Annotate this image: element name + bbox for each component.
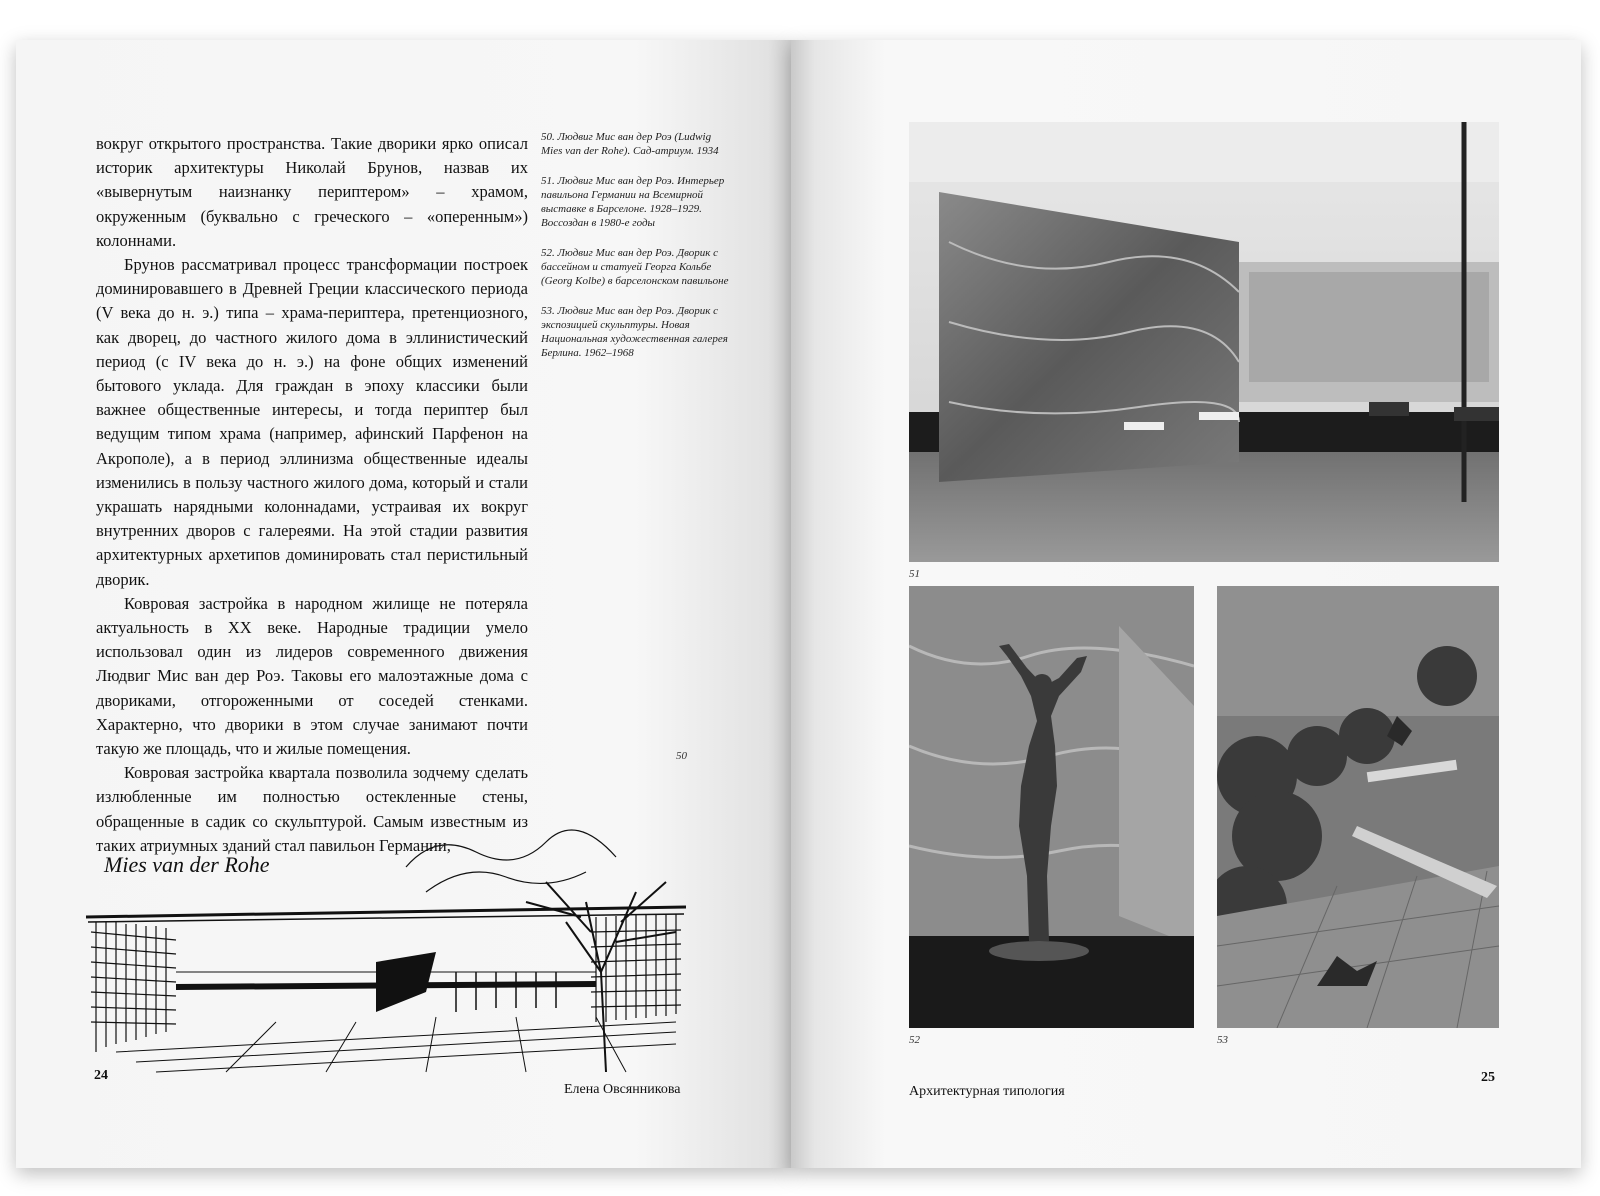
figure-50-sketch xyxy=(76,822,716,1082)
left-page xyxy=(16,40,791,1168)
caption-52: 52. Людвиг Мис ван дер Роэ. Дворик с бассейном и статуей Георга Кольбе (Georg Kolbe) в барселонском павильоне xyxy=(541,247,729,287)
right-page xyxy=(791,40,1581,1168)
paragraph: Ковровая застройка в народном жилище не потеряла актуальность в XX веке. Народные традиции умело использовал один из лидеров современного движения Людвиг Мис ван дер Роэ. Таковы его малоэтажные дома с двориками, отгороженными от соседей стенками. Характерно, что дворики в этом случае занимают почти такую же площадь, что и жилые помещения. xyxy=(96,593,528,759)
figure-51-photo xyxy=(909,122,1499,562)
captions-column xyxy=(541,130,731,376)
page-number: 25 xyxy=(1481,1070,1495,1085)
paragraph: Брунов рассматривал процесс трансформации построек доминировавшего в Древней Греции классического периода (V века до н. э.) типа – храма-периптера, претенциозного, как дворец, до частного жилого дома в эллинистический период (с IV века до н. э.) на фоне общих изменений бытового уклада. Для граждан в эпоху классики были важнее общественные интересы, и тогда периптер был ведущим типом храма (например, афинский Парфенон на Акрополе), а в период эллинизма общественные идеалы изменились в пользу частного жилого дома, который и стали украшать нарядными колоннадами, устраивая их вокруг внутренних дворов с галереями. На этой стадии развития архитектурных архетипов доминировать стал перистильный дворик. xyxy=(96,255,528,589)
caption-51: 51. Людвиг Мис ван дер Роэ. Интерьер павильона Германии на Всемирной выставке в Барселоне. 1928–1929. Воссоздан в 1980-е годы xyxy=(541,175,725,229)
paragraph: Ковровая застройка квартала позволила зодчему сделать излюбленные им полностью остекленные стены, обращенные в садик со скульптурой. Самым известным из таких атриумных зданий стал павильон Германии, xyxy=(96,763,528,855)
figure-52-photo xyxy=(909,586,1194,1028)
caption-53: 53. Людвиг Мис ван дер Роэ. Дворик с экспозицией скульптуры. Новая Национальная художественная галерея Берлина. 1962–1968 xyxy=(541,305,728,359)
figure-number-52: 52 xyxy=(909,1034,920,1046)
body-text xyxy=(96,132,528,858)
figure-number-50: 50 xyxy=(676,750,687,762)
figure-number-51: 51 xyxy=(909,568,920,580)
figure-number-53: 53 xyxy=(1217,1034,1228,1046)
sketch-signature: Mies van der Rohe xyxy=(104,852,270,877)
paragraph: вокруг открытого пространства. Такие дворики ярко описал историк архитектуры Николай Брунов, назвав их «вывернутым наизнанку периптером» – храмом, окруженным (буквально с греческого – «оперенным») колоннами. xyxy=(96,134,528,250)
caption-50: 50. Людвиг Мис ван дер Роэ (Ludwig Mies van der Rohe). Сад-атриум. 1934 xyxy=(541,131,719,157)
figure-53-photo xyxy=(1217,586,1499,1028)
running-head: Елена Овсянникова xyxy=(564,1082,681,1097)
running-head: Архитектурная типология xyxy=(909,1084,1065,1099)
page-number: 24 xyxy=(94,1068,108,1083)
